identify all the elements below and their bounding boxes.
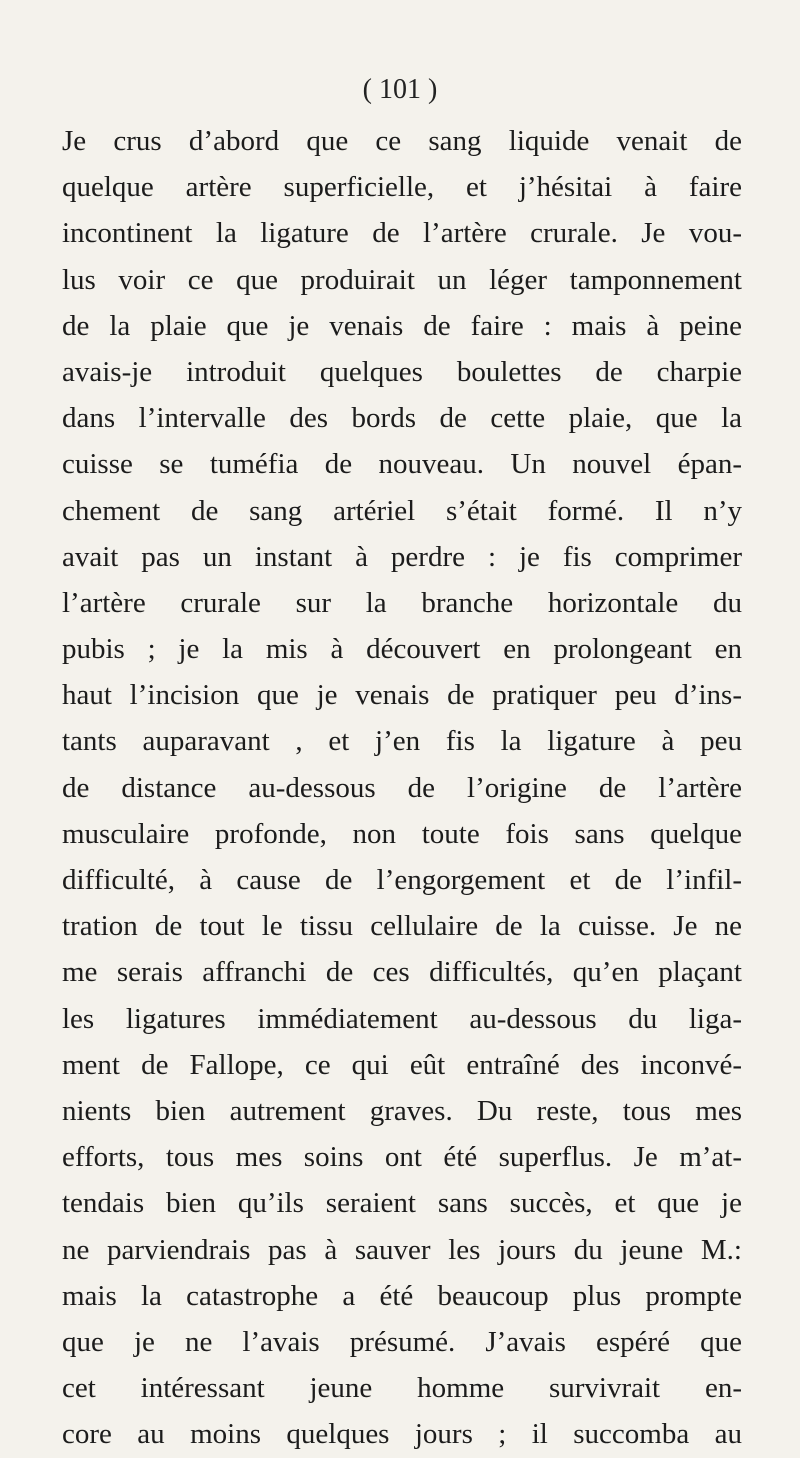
- text-line: core au moins quelques jours ; il succomba au: [62, 1418, 742, 1451]
- body-text: [62, 118, 742, 1457]
- text-line: Je crus d’abord que ce sang liquide venait de: [62, 125, 742, 157]
- text-line: nients bien autrement graves. Du reste, tous mes: [62, 1094, 742, 1127]
- text-line: mais la catastrophe a été beaucoup plus prompte: [62, 1279, 742, 1312]
- text-line: difficulté, à cause de l’engorgement et de l’infil-: [62, 864, 742, 896]
- text-line: lus voir ce que produirait un léger tamponnement: [62, 263, 742, 296]
- text-line: avais-je introduit quelques boulettes de charpie: [62, 355, 742, 388]
- text-line: dans l’intervalle des bords de cette plaie, que la: [62, 402, 742, 435]
- text-line: de distance au-dessous de l’origine de l’artère: [62, 771, 742, 804]
- text-line: musculaire profonde, non toute fois sans quelque: [62, 817, 742, 850]
- text-line: que je ne l’avais présumé. J’avais espéré que: [62, 1325, 742, 1358]
- text-line: avait pas un instant à perdre : je fis comprimer: [62, 540, 742, 573]
- text-line: tration de tout le tissu cellulaire de la cuisse. Je ne: [62, 910, 742, 943]
- text-line: chement de sang artériel s’était formé. Il n’y: [62, 494, 742, 527]
- text-line: de la plaie que je venais de faire : mais à peine: [62, 309, 742, 342]
- text-line: efforts, tous mes soins ont été superflus. Je m’at-: [62, 1141, 742, 1174]
- text-line: ne parviendrais pas à sauver les jours du jeune M.:: [62, 1233, 742, 1266]
- text-line: pubis ; je la mis à découvert en prolongeant en: [62, 633, 742, 666]
- text-line: incontinent la ligature de l’artère crurale. Je vou-: [62, 217, 742, 250]
- text-line: l’artère crurale sur la branche horizontale du: [62, 586, 742, 619]
- text-line: ment de Fallope, ce qui eût entraîné des inconvé-: [62, 1048, 742, 1081]
- text-line: haut l’incision que je venais de pratiquer peu d’ins-: [62, 679, 742, 712]
- text-line: tendais bien qu’ils seraient sans succès, et que je: [62, 1187, 742, 1220]
- text-line: tants auparavant , et j’en fis la ligature à peu: [62, 725, 742, 758]
- text-line: cet intéressant jeune homme survivrait en-: [62, 1372, 742, 1405]
- text-line: cuisse se tuméfia de nouveau. Un nouvel épan-: [62, 448, 742, 481]
- text-line: me serais affranchi de ces difficultés, qu’en plaçant: [62, 956, 742, 989]
- page-number: ( 101 ): [362, 74, 438, 105]
- text-line: quelque artère superficielle, et j’hésitai à faire: [62, 171, 742, 204]
- text-line: les ligatures immédiatement au-dessous du liga-: [62, 1002, 742, 1035]
